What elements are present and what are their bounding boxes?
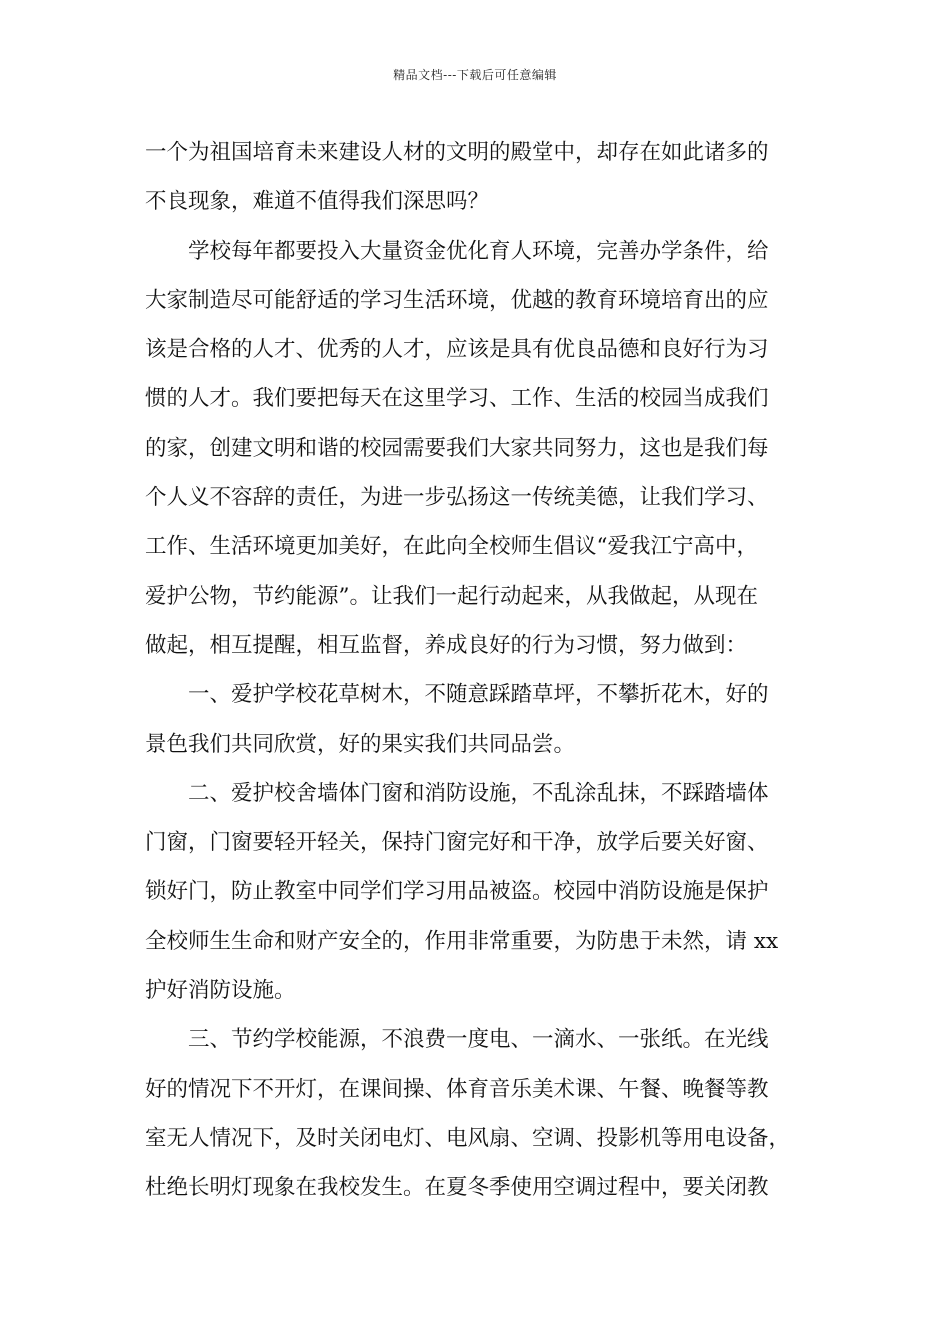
page-header: 精品文档---下载后可任意编辑: [393, 68, 557, 82]
body-line: 景色我们共同欣赏，好的果实我们共同品尝。: [145, 731, 576, 757]
body-line: 爱护公物，节约能源”。让我们一起行动起来，从我做起，从现在: [145, 583, 758, 609]
body-line: 一个为祖国培育未来建设人材的文明的殿堂中，却存在如此诸多的: [145, 140, 769, 165]
body-line: 大家制造尽可能舒适的学习生活环境，优越的教育环境培育出的应: [145, 287, 769, 313]
body-line: 好的情况下不开灯，在课间操、体育音乐美术课、午餐、晚餐等教: [145, 1076, 769, 1102]
body-line: 该是合格的人才、优秀的人才，应该是具有优良品德和良好行为习: [145, 337, 769, 363]
paragraph-first-line: 学校每年都要投入大量资金优化育人环境，完善办学条件，给: [188, 238, 769, 264]
body-line: 室无人情况下，及时关闭电灯、电风扇、空调、投影机等用电设备，: [145, 1125, 791, 1151]
paragraph-first-line: 三、节约学校能源，不浪费一度电、一滴水、一张纸。在光线: [188, 1027, 769, 1053]
body-line: 全校师生生命和财产安全的，作用非常重要，为防患于未然，请 xx: [145, 928, 779, 954]
body-line: 门窗，门窗要轻开轻关，保持门窗完好和干净，放学后要关好窗、: [145, 830, 769, 856]
body-line: 个人义不容辞的责任，为进一步弘扬这一传统美德，让我们学习、: [145, 485, 769, 511]
paragraph-first-line: 二、爱护校舍墙体门窗和消防设施，不乱涂乱抹，不踩踏墙体: [188, 780, 769, 806]
paragraph-first-line: 一、爱护学校花草树木，不随意踩踏草坪，不攀折花木，好的: [188, 682, 769, 708]
body-line: 工作、生活环境更加美好，在此向全校师生倡议“爱我江宁高中，: [145, 534, 758, 560]
document-body: [145, 128, 809, 1213]
body-line: 做起，相互提醒，相互监督，养成良好的行为习惯，努力做到：: [145, 632, 748, 658]
body-line: 锁好门，防止教室中同学们学习用品被盗。校园中消防设施是保护: [145, 879, 769, 905]
body-line: 惯的人才。我们要把每天在这里学习、工作、生活的校园当成我们: [145, 386, 769, 412]
body-line: 不良现象，难道不值得我们深思吗？: [145, 189, 490, 215]
body-line: 杜绝长明灯现象在我校发生。在夏冬季使用空调过程中，要关闭教: [145, 1175, 769, 1201]
body-line: 的家，创建文明和谐的校园需要我们大家共同努力，这也是我们每: [145, 435, 769, 461]
body-line: 护好消防设施。: [145, 978, 296, 1004]
